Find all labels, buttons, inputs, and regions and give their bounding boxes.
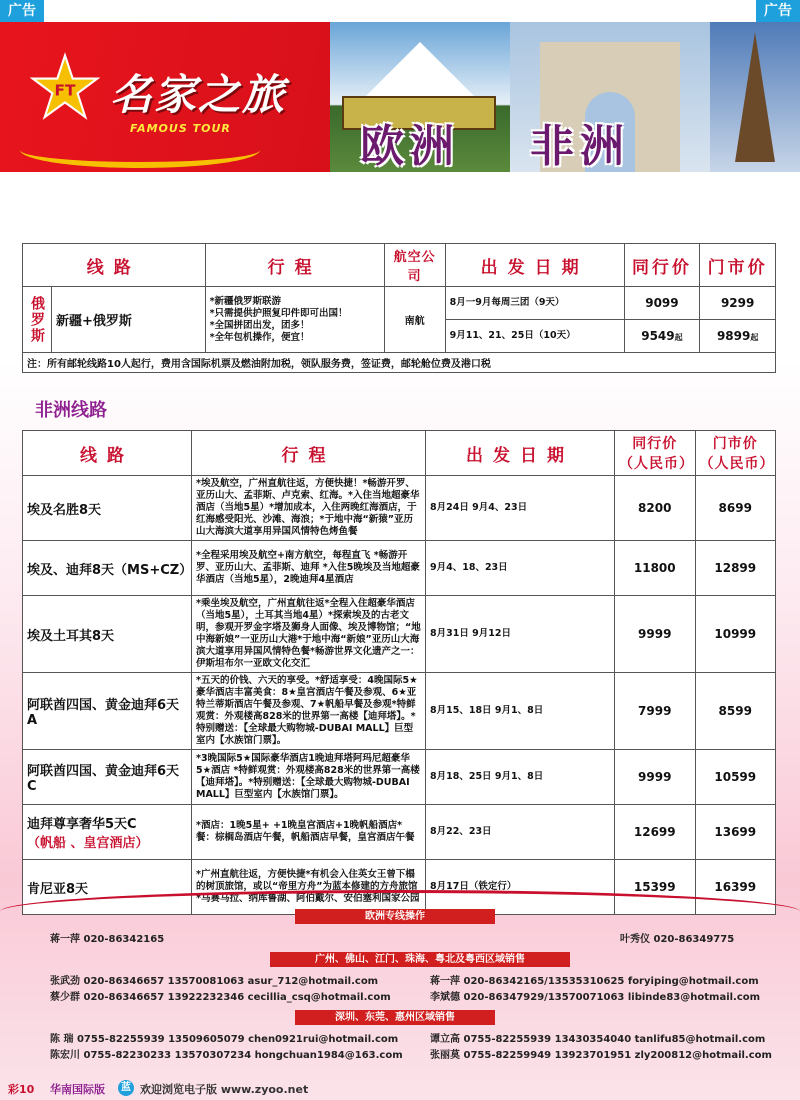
itinerary-cell: *埃及航空，广州直航往返，方便快捷！*畅游开罗、亚历山大、孟菲斯、卢克索、红海。*入住当地超豪华酒店（当地5星）*增加成本，入住两晚红海酒店，于红海感受阳光、沙滩、海浪；*于地中海“新猿”亚历山大海滨大道享用异国风情特色烤鱼餐 [192, 476, 426, 541]
date-cell: 8月18、25日 9月1、8日 [426, 750, 615, 805]
page-footer [0, 1078, 800, 1100]
itinerary-cell: *乘坐埃及航空，广州直航往返*全程入住超豪华酒店（当地5星），土耳其当地4星）*探索埃及的古老文明，参观开罗金字塔及狮身人面像、埃及博物馆；“地中海新娘”一亚历山大港*于地中海“新娘”亚历山大海滨大道享用异国风情特色餐*畅游世界文化遗产之一：伊斯坦布尔一亚欧文化交汇 [192, 596, 426, 673]
contact-sz: 陈宏川 0755-82230233 13570307234 hongchuan1984@163.com [50, 1050, 403, 1061]
itinerary-cell: *全程采用埃及航空+南方航空，每程直飞 *畅游开罗、亚历山大、孟菲斯、迪拜 *入住5晚埃及当地超豪华酒店（当地5星），2晚迪拜4星酒店 [192, 541, 426, 596]
header-dates: 出发日期 [445, 244, 624, 287]
header-agent-price: 同行价（人民币） [615, 431, 696, 476]
sz-sales-band: 深圳、东莞、惠州区域销售 [295, 1010, 495, 1025]
retail-price: 8599 [695, 673, 776, 750]
photo-eiffel-tower [710, 22, 800, 172]
star-logo-icon [30, 52, 100, 122]
europe-ops-band: 欧洲专线操作 [295, 909, 495, 924]
route-name: 肯尼亚8天 [23, 860, 192, 915]
contact-gd: 蒋一萍 020-86342165/13535310625 foryiping@hotmail.com [430, 976, 759, 987]
route-name: 埃及土耳其8天 [23, 596, 192, 673]
itinerary-cell: *广州直航往返，方便快捷*有机会入住英女王曾下榻的树顶旅馆，或以“帝里方舟”为蓝本修建的方舟旅馆*马赛马拉、纳库鲁湖、阿伯戴尔、安伯塞利国家公园 [192, 860, 426, 915]
table-row [23, 673, 776, 750]
agent-price: 9549起 [624, 320, 700, 353]
header-retail-price: 门市价 [700, 244, 776, 287]
svg-text:FT: FT [54, 81, 76, 100]
contact-gd: 张武劲 020-86346657 13570081063 asur_712@hotmail.com [50, 976, 379, 987]
agent-price: 9999 [615, 750, 696, 805]
header-banner [0, 22, 800, 190]
airline-cell: 南航 [384, 287, 445, 353]
date-cell: 8月一9月每周三团（9天） [445, 287, 624, 320]
itinerary-line: *全年包机操作，便宜！ [209, 331, 310, 343]
table-row [23, 541, 776, 596]
retail-price: 10599 [695, 750, 776, 805]
itinerary-cell [205, 287, 384, 353]
contact-sz: 张丽莫 0755-82259949 13923701951 zly200812@hotmail.com [430, 1050, 772, 1061]
date-cell: 9月4、18、23日 [426, 541, 615, 596]
blue-badge-icon: 蓝 [118, 1080, 134, 1096]
title-europe: 欧洲 [360, 121, 460, 172]
contact-sz: 谭立高 0755-82255939 13430354040 tanlifu85@hotmail.com [430, 1034, 766, 1045]
date-cell: 8月17日（铁定行） [426, 860, 615, 915]
header-route: 线路 [23, 244, 206, 287]
contact-gd: 蔡少群 020-86346657 13922232346 cecillia_csq@hotmail.com [50, 992, 391, 1003]
header-agent-price: 同行价 [624, 244, 700, 287]
retail-price: 10999 [695, 596, 776, 673]
itinerary-cell: *五天的价钱、六天的享受。*舒适享受：4晚国际5★豪华酒店丰富美食：8★皇宫酒店午餐及参观、6★亚特兰蒂斯酒店午餐及参观、7★帆船早餐及参观*特鲜观赏：外观楼高828米的世界第一高楼【迪拜塔】。*特别赠送：【全球最大购物城-DUBAI MALL】巨型室内【水族馆门票】。 [192, 673, 426, 750]
logo-swoosh [20, 132, 260, 168]
contact-europe-left: 蒋一萍 020-86342165 [50, 934, 165, 945]
table-note: 注：所有邮轮线路10人起行，费用含国际机票及燃油附加税，领队服务费，签证费，邮轮舱位费及港口税 [23, 353, 776, 373]
agent-price: 12699 [615, 805, 696, 860]
agent-price: 9999 [615, 596, 696, 673]
date-cell: 8月15、18日 9月1、8日 [426, 673, 615, 750]
table-row [23, 750, 776, 805]
date-cell: 8月24日 9月4、23日 [426, 476, 615, 541]
retail-price: 16399 [695, 860, 776, 915]
table-row [23, 476, 776, 541]
ad-tag-right: 广告 [756, 0, 800, 22]
itinerary-cell: *3晚国际5★国际豪华酒店1晚迪拜塔阿玛尼超豪华5★酒店 *特鲜观赏：外观楼高828米的世界第一高楼【迪拜塔】。*特别赠送：【全球最大购物城-DUBAI MALL】巨型室内【水族馆门票】。 [192, 750, 426, 805]
route-name: 阿联酋四国、黄金迪拜6天A [23, 673, 192, 750]
retail-price: 9899起 [700, 320, 776, 353]
contact-sz: 陈 瑞 0755-82255939 13509605079 chen0921rui@hotmail.com [50, 1034, 399, 1045]
agent-price: 11800 [615, 541, 696, 596]
itinerary-cell: *酒店：1晚5星+ +1晚皇宫酒店+1晚帆船酒店*餐：棕榈岛酒店午餐，帆船酒店早餐，皇宫酒店午餐 [192, 805, 426, 860]
route-name: 阿联酋四国、黄金迪拜6天C [23, 750, 192, 805]
header-itinerary: 行程 [192, 431, 426, 476]
route-name: 新疆+俄罗斯 [52, 287, 206, 353]
retail-price: 12899 [695, 541, 776, 596]
section-title-africa: 非洲线路 [35, 400, 107, 421]
retail-price: 13699 [695, 805, 776, 860]
agent-price: 8200 [615, 476, 696, 541]
header-itinerary: 行程 [205, 244, 384, 287]
retail-price: 8699 [695, 476, 776, 541]
russia-route-table [22, 243, 776, 373]
date-cell: 8月31日 9月12日 [426, 596, 615, 673]
retail-price: 9299 [700, 287, 776, 320]
magazine-edition: 华南国际版 [50, 1083, 105, 1096]
header-route: 线路 [23, 431, 192, 476]
table-row [23, 805, 776, 860]
brand-name-en: FAMOUS TOUR [130, 122, 231, 135]
header-dates: 出发日期 [426, 431, 615, 476]
contact-europe-right: 叶秀仪 020-86349775 [620, 934, 735, 945]
itinerary-line: *全国拼团出发，团多！ [209, 319, 310, 331]
route-name: 迪拜尊享奢华5天C （帆船 、皇宫酒店） [23, 805, 192, 860]
date-cell: 9月11、21、25日（10天） [445, 320, 624, 353]
route-name: 埃及名胜8天 [23, 476, 192, 541]
contact-gd: 李斌德 020-86347929/13570071063 libinde83@hotmail.com [430, 992, 761, 1003]
website-link[interactable]: 欢迎浏览电子版 www.zyoo.net [140, 1083, 309, 1096]
agent-price: 7999 [615, 673, 696, 750]
gd-sales-band: 广州、佛山、江门、珠海、粤北及粤西区域销售 [270, 952, 570, 967]
agent-price: 15399 [615, 860, 696, 915]
title-africa: 非洲 [530, 121, 630, 172]
africa-route-table [22, 430, 776, 915]
date-cell: 8月22、23日 [426, 805, 615, 860]
header-retail-price: 门市价（人民币） [695, 431, 776, 476]
itinerary-line: *只需提供护照复印件即可出国！ [209, 307, 348, 319]
header-airline: 航空公司 [384, 244, 445, 287]
page-number: 彩10 [8, 1083, 35, 1096]
table-row [23, 596, 776, 673]
agent-price: 9099 [624, 287, 700, 320]
region-label: 俄罗斯 [23, 287, 52, 353]
itinerary-line: *新疆俄罗斯联游 [209, 295, 282, 307]
brand-name: 名家之旅 [110, 70, 287, 119]
ad-tag-left: 广告 [0, 0, 44, 22]
route-name: 埃及、迪拜8天（MS+CZ） [23, 541, 192, 596]
